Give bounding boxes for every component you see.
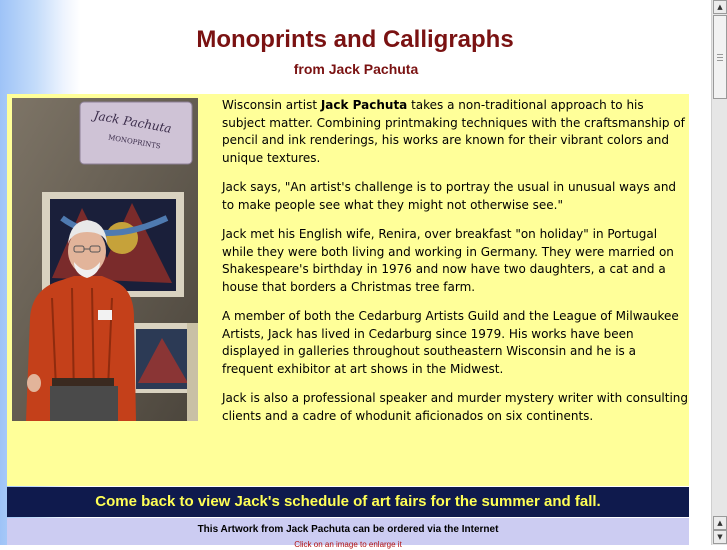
scroll-down-button[interactable]: ▼	[713, 530, 727, 544]
artist-photo-illustration	[12, 98, 198, 421]
vertical-scrollbar[interactable]	[711, 0, 727, 545]
bio-intro-rest: takes a non-traditional approach to his subject matter. Combining printmaking techniques with the craftsmanship of pencil and ink renderings, his works are known for their vibrant colors and unique textures.	[222, 98, 685, 165]
bio-paragraph-2: Jack says, "An artist's challenge is to portray the usual in unusual ways and to make people see what they might not otherwise see."	[222, 180, 677, 212]
announcement-banner: Come back to view Jack's schedule of art fairs for the summer and fall.	[7, 487, 689, 517]
artist-photo[interactable]	[12, 98, 198, 421]
page-title: Monoprints and Calligraphs	[196, 26, 514, 53]
bio-paragraph-5: Jack is also a professional speaker and murder mystery writer with consulting clients and a cadre of whodunit aficionados on six continents.	[222, 391, 689, 423]
bio-paragraph-4: A member of both the Cedarburg Artists Guild and the League of Milwaukee Artists, Jack has lived in Cedarburg since 1979. His works have been displayed in galleries throughout southeastern Wisconsin and he is a frequent exhibitor at art shows in the Midwest.	[222, 309, 679, 376]
sign-name-text: Jack Pachuta	[92, 108, 173, 136]
bio-paragraph-3: Jack met his English wife, Renira, over breakfast "on holiday" in Portugal while they were both living and working in Germany. They were married on Shakespeare's birthday in 1976 and now have two daughters, a cat and a house that borders a Christmas tree farm.	[222, 227, 674, 294]
order-info-bar	[7, 518, 689, 549]
sign-sub-text: MONOPRINTS	[107, 133, 162, 151]
page-subtitle: from Jack Pachuta	[293, 61, 419, 77]
bio-paragraph-1	[222, 97, 690, 167]
scroll-thumb[interactable]	[713, 15, 727, 99]
thumb-grip-line	[717, 57, 723, 58]
scroll-up-button[interactable]: ▲	[713, 0, 727, 14]
bio-intro-text: Wisconsin artist	[222, 98, 321, 112]
artist-name: Jack Pachuta	[320, 98, 408, 112]
thumb-grip-line	[717, 54, 723, 55]
scroll-up-button-lower[interactable]: ▲	[713, 516, 727, 530]
click-to-enlarge-hint: Click on an image to enlarge it	[294, 540, 402, 549]
order-info-text: This Artwork from Jack Pachuta can be ordered via the Internet	[197, 524, 499, 535]
thumb-grip-line	[717, 60, 723, 61]
artist-bio	[222, 97, 690, 437]
